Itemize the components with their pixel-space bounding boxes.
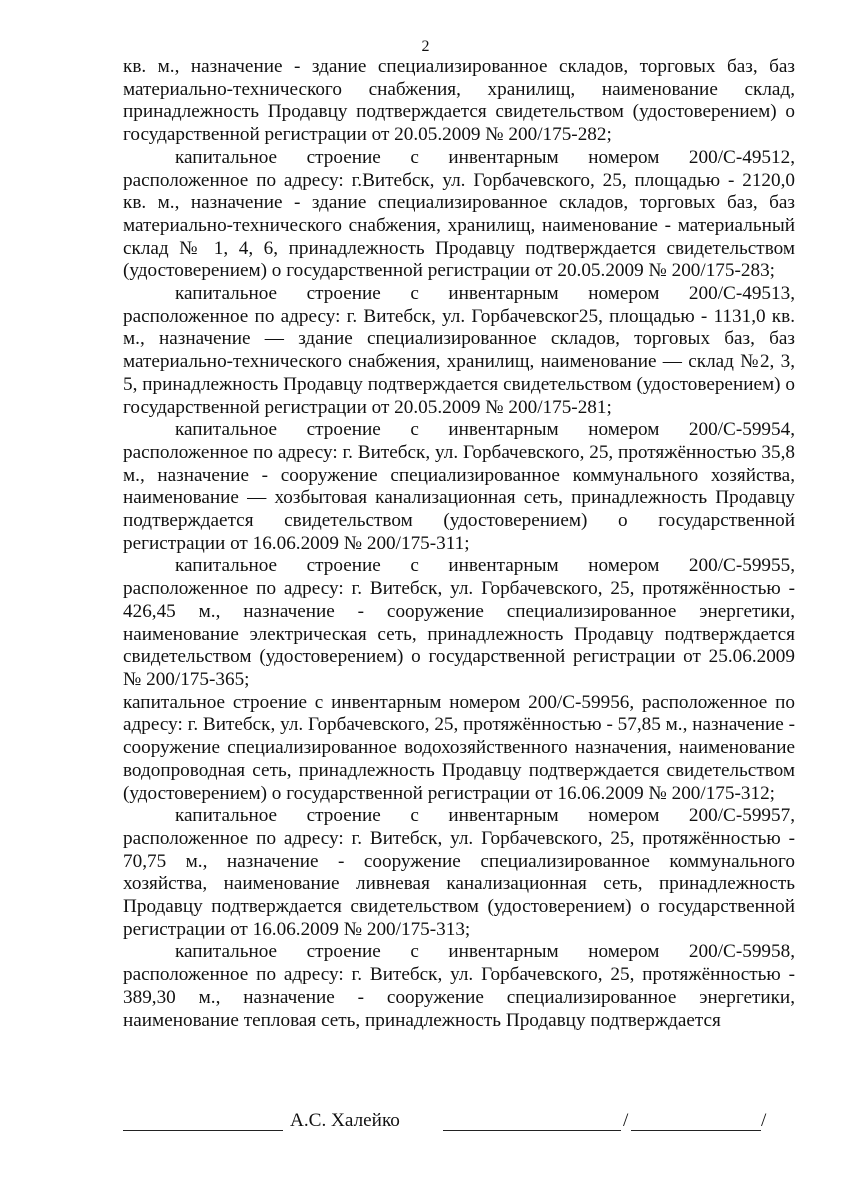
paragraph-property-49513: капитальное строение с инвентарным номером 200/С-49513, расположенное по адресу: г. Витебск, ул. Горбачевског25, площадью - 1131,0 кв. м., назначение — здание специализированное складов, торговых баз, баз материально-технического снабжения, хранилищ, наименование — склад №2, 3, 5, принадлежность Продавцу подтверждается свидетельством (удостоверением) о государственной регистрации от 20.05.2009 № 200/175-281; <box>123 283 795 418</box>
signatory-name: А.С. Халейко <box>290 1110 400 1131</box>
paragraph-property-59956: капитальное строение с инвентарным номером 200/С-59956, расположенное по адресу: г. Витебск, ул. Горбачевского, 25, протяжённостью - 57,85 м., назначение - сооружение специализированное водохозяйственного назначения, наименование водопроводная сеть, принадлежность Продавцу подтверждается свидетельством (удостоверением) о государственной регистрации от 16.06.2009 № 200/175-312; <box>123 691 795 804</box>
paragraph-property-59955: капитальное строение с инвентарным номером 200/С-59955, расположенное по адресу: г. Витебск, ул. Горбачевского, 25, протяжённостью - 426,45 м., назначение - сооружение специализированное энергетики, наименование электрическая сеть, принадлежность Продавцу подтверждается свидетельством (удостоверением) о государственной регистрации от 25.06.2009 № 200/175-365; <box>123 555 795 690</box>
paragraph-continuation: кв. м., назначение - здание специализированное складов, торговых баз, баз материально-технического снабжения, хранилищ, наименование склад, принадлежность Продавцу подтверждается свидетельством (удостоверением) о государственной регистрации от 20.05.2009 № 200/175-282; <box>123 56 795 146</box>
signature-separator: / <box>623 1110 629 1131</box>
paragraph-property-59954: капитальное строение с инвентарным номером 200/С-59954, расположенное по адресу: г. Витебск, ул. Горбачевского, 25, протяжённостью 35,8 м., назначение - сооружение специализированное коммунального хозяйства, наименование — хозбытовая канализационная сеть, принадлежность Продавцу подтверждается свидетельством (удостоверением) о государственной регистрации от 16.06.2009 № 200/175-311; <box>123 419 795 554</box>
paragraph-property-59958: капитальное строение с инвентарным номером 200/С-59958, расположенное по адресу: г. Витебск, ул. Горбачевского, 25, протяжённостью - 389,30 м., назначение - сооружение специализированное энергетики, наименование тепловая сеть, принадлежность Продавцу подтверждается <box>123 941 795 1031</box>
paragraph-property-49512: капитальное строение с инвентарным номером 200/С-49512, расположенное по адресу: г.Витебск, ул. Горбачевского, 25, площадью - 2120,0 кв. м., назначение - здание специализированное складов, торговых баз, баз материально-технического снабжения, хранилищ, наименование - материальный склад № 1, 4, 6, принадлежность Продавцу подтверждается свидетельством (удостоверением) о государственной регистрации от 20.05.2009 № 200/175-283; <box>123 146 795 282</box>
signature-line-seller <box>123 1130 283 1131</box>
paragraph-property-59957: капитальное строение с инвентарным номером 200/С-59957, расположенное по адресу: г. Витебск, ул. Горбачевского, 25, протяжённостью - 70,75 м., назначение - сооружение специализированное коммунального хозяйства, наименование ливневая канализационная сеть, принадлежность Продавцу подтверждается свидетельством (удостоверением) о государственной регистрации от 16.06.2009 № 200/175-313; <box>123 805 795 940</box>
signature-line-buyer <box>443 1130 621 1131</box>
signature-line-buyer-name <box>631 1130 761 1131</box>
signature-separator: / <box>761 1110 767 1131</box>
page-number: 2 <box>421 38 430 55</box>
document-body <box>123 56 795 1032</box>
signature-row <box>123 1109 795 1135</box>
